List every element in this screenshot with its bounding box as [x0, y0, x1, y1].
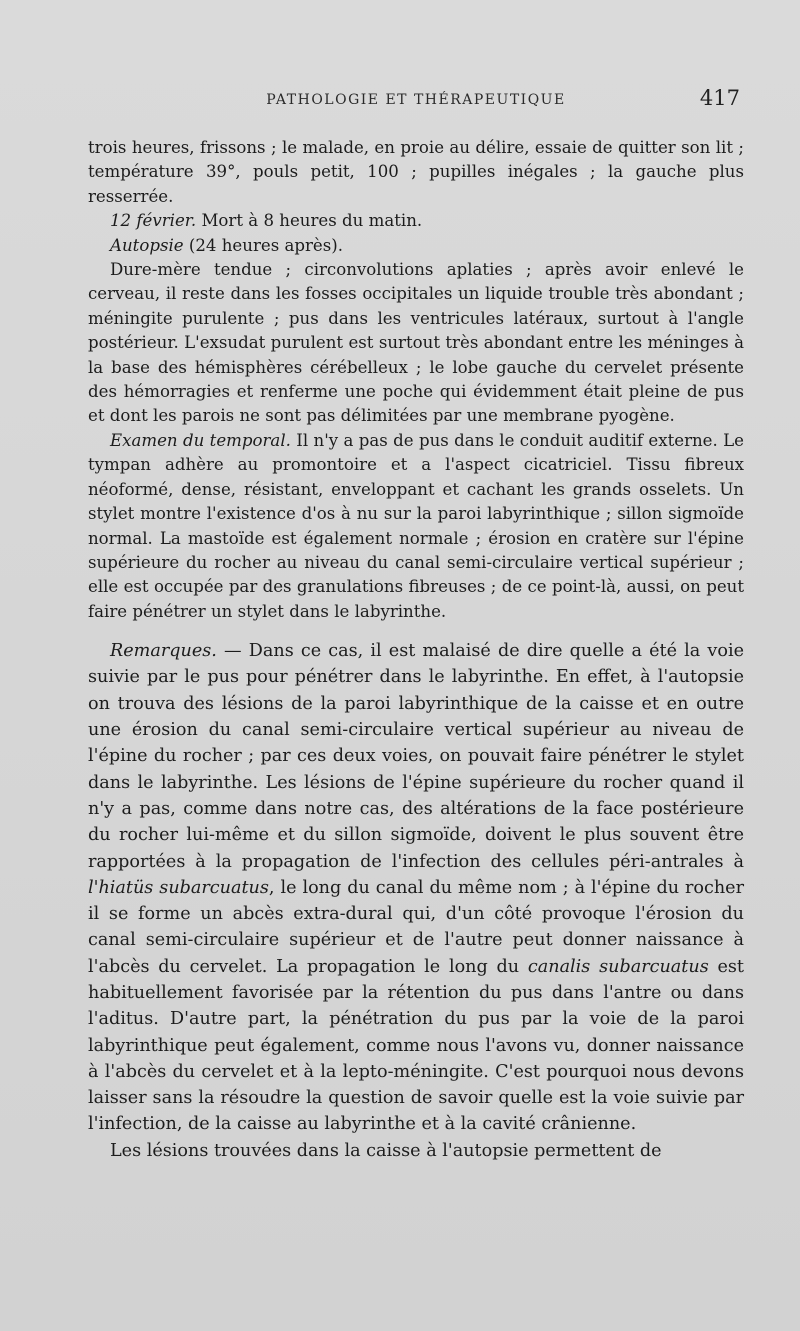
paragraph-final: Les lésions trouvées dans la caisse à l'autopsie permettent de — [110, 1140, 662, 1161]
paragraph-date — [88, 209, 744, 233]
paragraph-temporal-exam — [88, 429, 744, 624]
body-text — [88, 136, 744, 1164]
paragraph-autopsy-findings: Dure-mère tendue ; circonvolutions aplaties ; après avoir enlevé le cerveau, il reste dans les fosses occipitales un liquide trouble très abondant ; méningite purulente ; pus dans les ventricules latéraux, surtout à l'angle postérieur. L'exsudat purulent est surtout très abondant entre les méninges à la base des hémisphères cérébelleux ; le lobe gauche du cervelet présente des hémorragies et renferme une poche qui évidemment était pleine de pus et dont les parois ne sont pas délimitées par une membrane pyogène. — [88, 260, 744, 426]
remarks-italic-term-2: canalis subarcuatus — [527, 956, 709, 977]
remarks-text-a: — Dans ce cas, il est malaisé de dire quelle a été la voie suivie par le pus pour pénétrer dans le labyrinthe. En effet, à l'autopsie on trouva des lésions de la paroi labyrinthique de la caisse et en outre une érosion du canal semi-circulaire vertical supérieur au niveau de l'épine du rocher ; par ces deux voies, on pouvait faire pénétrer le stylet dans le labyrinthe. Les lésions de l'épine supérieure du rocher quand il n'y a pas, comme dans notre cas, des altérations de la face postérieure du rocher lui-même et du sillon sigmoïde, doivent le plus souvent être rapportées à la propagation de l'infection des cellules péri-antrales à — [88, 641, 744, 872]
paragraph-remarks — [88, 638, 744, 1138]
date-text: Mort à 8 heures du matin. — [196, 211, 423, 231]
date-label: 12 février. — [110, 211, 197, 231]
autopsy-text: (24 heures après). — [183, 235, 344, 255]
running-title: PATHOLOGIE ET THÉRAPEUTIQUE — [266, 92, 566, 108]
paragraph-autopsy-heading — [88, 234, 744, 258]
paragraph-continuation: trois heures, frissons ; le malade, en proie au délire, essaie de quitter son lit ; température 39°, pouls petit, 100 ; pupilles inégales ; la gauche plus resserrée. — [88, 138, 744, 206]
page-number: 417 — [699, 86, 740, 110]
remarks-text-b: , le long du canal du même nom ; à l'épine du rocher il se forme un abcès extra-dural qui, d'un côté provoque l'érosion du canal semi-circulaire supérieur et de l'autre peut donner naissance à l'abcès du cervelet. La propagation le long du — [88, 877, 745, 977]
remarks-italic-term-1: l'hiatüs subarcuatus — [88, 877, 269, 898]
temporal-exam-label: Examen du temporal. — [110, 430, 291, 450]
remarks-text-c: est habituellement favorisée par la rétention du pus dans l'antre ou dans l'aditus. D'autre part, la pénétration du pus par la voie de la paroi labyrinthique peut également, comme nous l'avons vu, donner naissance à l'abcès du cervelet et à la lepto-méningite. C'est pourquoi nous devons laisser sans la résoudre la question de savoir quelle est la voie suivie par l'infection, de la caisse au labyrinthe et à la cavité crânienne. — [88, 956, 744, 1135]
temporal-exam-text: Il n'y a pas de pus dans le conduit auditif externe. Le tympan adhère au promontoire et a l'aspect cicatriciel. Tissu fibreux néoformé, dense, résistant, enveloppant et cachant les grands osselets. Un stylet montre l'existence d'os à nu sur la paroi labyrinthique ; sillon sigmoïde normal. La mastoïde est également normale ; érosion en cratère sur l'épine supérieure du rocher au niveau du canal semi-circulaire vertical supérieur ; elle est occupée par des granulations fibreuses ; de ce point-là, aussi, on peut faire pénétrer un stylet dans le labyrinthe. — [88, 430, 744, 621]
page-header — [88, 86, 744, 116]
remarks-label: Remarques. — [110, 641, 217, 662]
autopsy-label: Autopsie — [110, 235, 184, 255]
